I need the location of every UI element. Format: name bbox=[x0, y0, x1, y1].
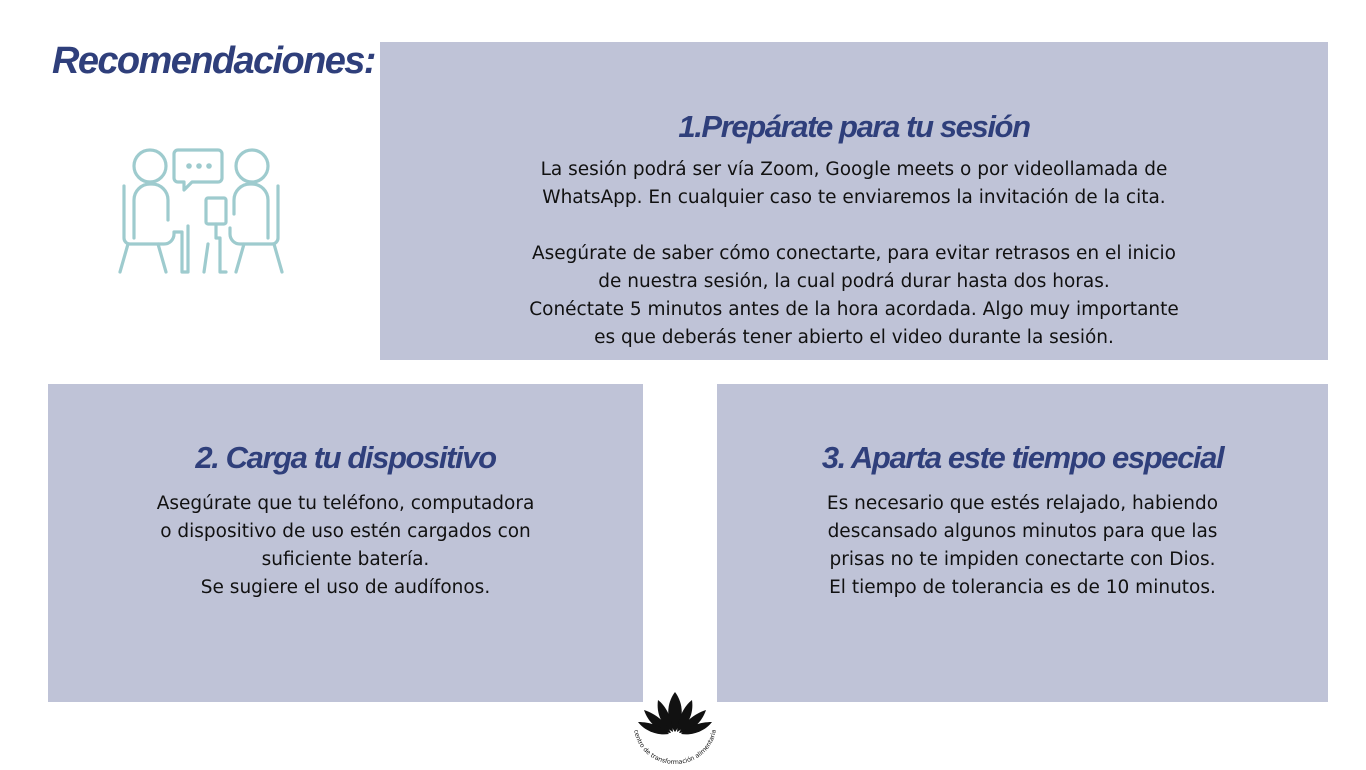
card-body bbox=[48, 490, 643, 602]
body-line: descansado algunos minutos para que las bbox=[827, 521, 1218, 542]
card-prepare-session bbox=[380, 42, 1328, 360]
body-line: prisas no te impiden conectarte con Dios. bbox=[829, 549, 1216, 570]
body-line: Asegúrate de saber cómo conectarte, para evitar retrasos en el inicio bbox=[532, 243, 1176, 264]
card-heading: 3. Aparta este tiempo especial bbox=[821, 440, 1224, 475]
lotus-logo bbox=[626, 686, 724, 766]
card-special-time bbox=[717, 384, 1328, 702]
card-body bbox=[380, 156, 1328, 352]
body-line: Asegúrate que tu teléfono, computadora bbox=[156, 493, 535, 514]
body-line: Se sugiere el uso de audífonos. bbox=[200, 577, 491, 598]
consultation-icon bbox=[108, 142, 294, 280]
card-charge-device bbox=[48, 384, 643, 702]
body-line: de nuestra sesión, la cual podrá durar hasta dos horas. bbox=[598, 271, 1110, 292]
page-title: Recomendaciones: bbox=[52, 40, 375, 82]
body-line: La sesión podrá ser vía Zoom, Google meets o por videollamada de bbox=[540, 159, 1168, 180]
body-line: o dispositivo de uso estén cargados con bbox=[160, 521, 531, 542]
card-heading: 1.Prepárate para tu sesión bbox=[678, 109, 1030, 144]
body-line: Conéctate 5 minutos antes de la hora acordada. Algo muy importante bbox=[529, 299, 1179, 320]
body-line: WhatsApp. En cualquier caso te enviaremos la invitación de la cita. bbox=[542, 187, 1166, 208]
body-line: Es necesario que estés relajado, habiendo bbox=[826, 493, 1219, 514]
body-line: El tiempo de tolerancia es de 10 minutos. bbox=[829, 577, 1216, 598]
card-heading: 2. Carga tu dispositivo bbox=[195, 440, 496, 475]
svg-text:centro de transformación alime bbox=[632, 729, 718, 766]
card-body bbox=[717, 490, 1328, 602]
body-line: es que deberás tener abierto el video durante la sesión. bbox=[594, 327, 1114, 348]
lotus-icon bbox=[638, 692, 712, 734]
body-line: suficiente batería. bbox=[261, 549, 430, 570]
logo-text: centro de transformación alimentaria bbox=[632, 729, 718, 766]
